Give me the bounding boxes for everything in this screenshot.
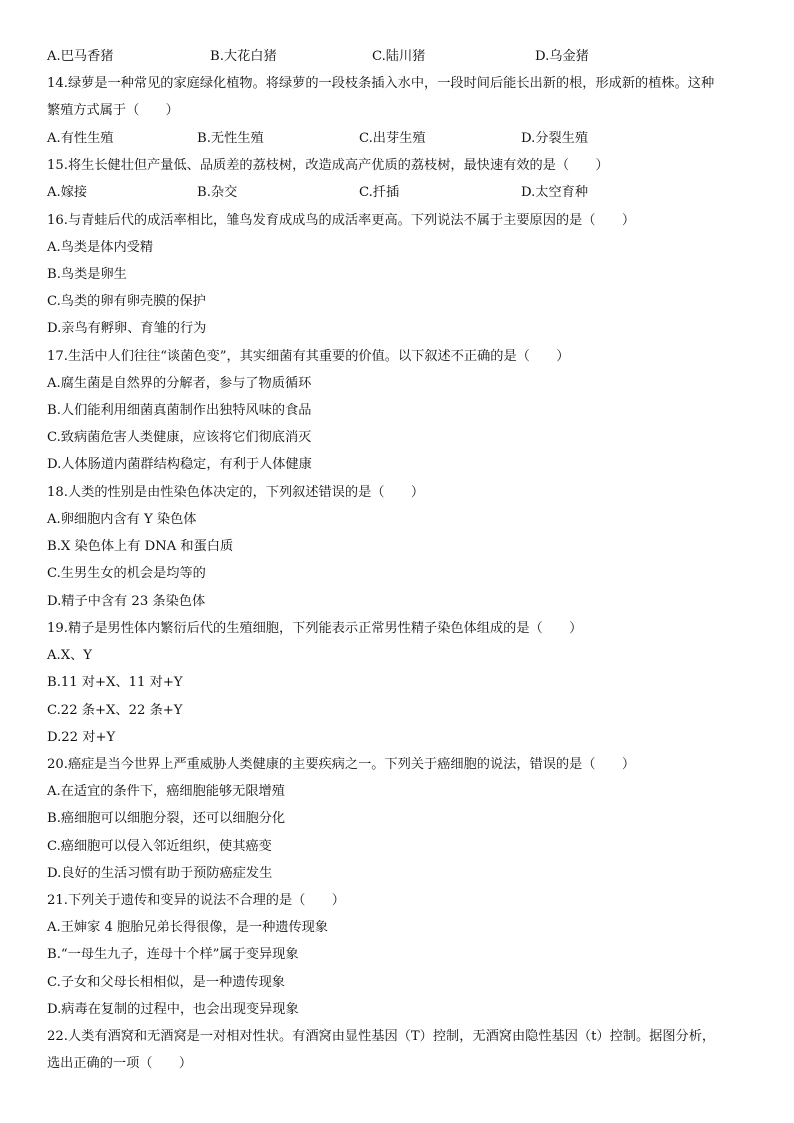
q14-option-a: A.有性生殖 bbox=[47, 131, 114, 146]
q18-option-a: A.卵细胞内含有 Y 染色体 bbox=[47, 512, 197, 527]
q22-stem-line2: 选出正确的一项（ ） bbox=[47, 1056, 193, 1071]
q21-option-c: C.子女和父母长相相似，是一种遗传现象 bbox=[47, 975, 285, 990]
q17-option-a: A.腐生菌是自然界的分解者，参与了物质循环 bbox=[47, 376, 312, 391]
q16-option-b: B.鸟类是卵生 bbox=[47, 267, 127, 282]
q15-stem: 15.将生长健壮但产量低、品质差的荔枝树，改造成高产优质的荔枝树，最快速有效的是（ ） bbox=[47, 158, 609, 173]
q17-option-c: C.致病菌危害人类健康，应该将它们彻底消灭 bbox=[47, 430, 312, 445]
q18-stem: 18.人类的性别是由性染色体决定的，下列叙述错误的是（ ） bbox=[47, 485, 425, 500]
q13-option-a: A.巴马香猪 bbox=[47, 49, 114, 64]
q13-option-c: C.陆川猪 bbox=[372, 49, 426, 64]
q15-option-c: C.扦插 bbox=[359, 185, 400, 200]
q13-option-d: D.乌金猪 bbox=[535, 49, 589, 64]
q20-option-c: C.癌细胞可以侵入邻近组织，使其癌变 bbox=[47, 839, 272, 854]
q20-option-d: D.良好的生活习惯有助于预防癌症发生 bbox=[47, 866, 273, 881]
q21-stem: 21.下列关于遗传和变异的说法不合理的是（ ） bbox=[47, 893, 345, 908]
q14-stem-line1: 14.绿萝是一种常见的家庭绿化植物。将绿萝的一段枝条插入水中，一段时间后能长出新的根，形成新的植株。这种 bbox=[47, 76, 715, 91]
q15-option-a: A.嫁接 bbox=[47, 185, 88, 200]
q20-stem: 20.癌症是当今世界上严重威胁人类健康的主要疾病之一。下列关于癌细胞的说法，错误的是（ ） bbox=[47, 757, 636, 772]
q16-option-a: A.鸟类是体内受精 bbox=[47, 240, 154, 255]
q17-option-d: D.人体肠道内菌群结构稳定，有利于人体健康 bbox=[47, 457, 312, 472]
q16-option-d: D.亲鸟有孵卵、育雏的行为 bbox=[47, 321, 207, 336]
q18-option-b: B.X 染色体上有 DNA 和蛋白质 bbox=[47, 539, 234, 554]
q22-stem-line1: 22.人类有酒窝和无酒窝是一对相对性状。有酒窝由显性基因（T）控制，无酒窝由隐性基因（t）控制。据图分析， bbox=[47, 1029, 716, 1044]
q19-option-b: B.11 对+X、11 对+Y bbox=[47, 675, 183, 690]
q20-option-a: A.在适宜的条件下，癌细胞能够无限增殖 bbox=[47, 784, 285, 799]
q13-option-b: B.大花白猪 bbox=[210, 49, 277, 64]
q15-option-b: B.杂交 bbox=[197, 185, 238, 200]
q16-option-c: C.鸟类的卵有卵壳膜的保护 bbox=[47, 294, 206, 309]
q19-option-a: A.X、Y bbox=[47, 648, 92, 663]
q21-option-d: D.病毒在复制的过程中，也会出现变异现象 bbox=[47, 1002, 299, 1017]
q14-option-b: B.无性生殖 bbox=[197, 131, 264, 146]
q16-stem: 16.与青蛙后代的成活率相比，雏鸟发育成成鸟的成活率更高。下列说法不属于主要原因的是（ ） bbox=[47, 213, 636, 228]
q15-option-d: D.太空育种 bbox=[521, 185, 589, 200]
q20-option-b: B.癌细胞可以细胞分裂，还可以细胞分化 bbox=[47, 811, 286, 826]
q21-option-b: B.“一母生九子，连母十个样”属于变异现象 bbox=[47, 947, 299, 962]
q18-option-d: D.精子中含有 23 条染色体 bbox=[47, 594, 206, 609]
q19-option-d: D.22 对+Y bbox=[47, 730, 116, 745]
q19-stem: 19.精子是男性体内繁衍后代的生殖细胞，下列能表示正常男性精子染色体组成的是（ ） bbox=[47, 621, 583, 636]
q14-stem-line2: 繁殖方式属于（ ） bbox=[47, 103, 179, 118]
q19-option-c: C.22 条+X、22 条+Y bbox=[47, 703, 183, 718]
q17-stem: 17.生活中人们往往“谈菌色变”，其实细菌有其重要的价值。以下叙述不正确的是（ ） bbox=[47, 349, 570, 364]
q17-option-b: B.人们能利用细菌真菌制作出独特风味的食品 bbox=[47, 403, 312, 418]
q21-option-a: A.王婶家 4 胞胎兄弟长得很像，是一种遗传现象 bbox=[47, 920, 329, 935]
q18-option-c: C.生男生女的机会是均等的 bbox=[47, 566, 206, 581]
q14-option-c: C.出芽生殖 bbox=[359, 131, 426, 146]
q14-option-d: D.分裂生殖 bbox=[521, 131, 589, 146]
